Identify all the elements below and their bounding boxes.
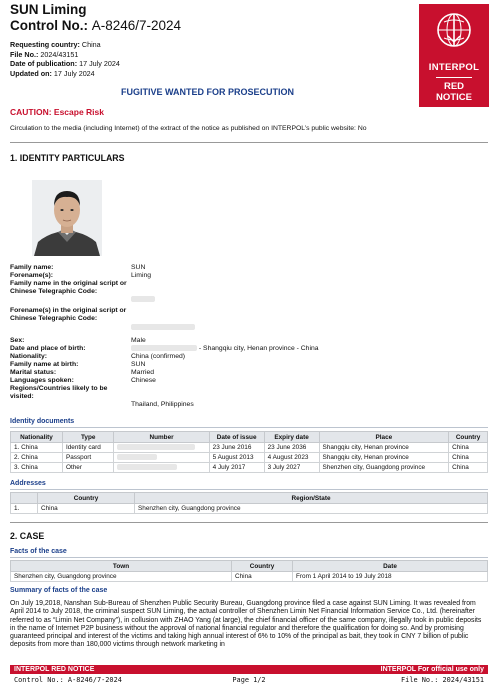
column-header: Nationality [11,432,63,443]
column-header: Place [319,432,449,443]
control-number: Control No.: A-8246/7-2024 [10,18,182,33]
redacted-text [117,454,157,460]
table-row: 1. China Shenzhen city, Guangdong province [11,504,488,514]
case-section-title: 2. CASE [10,531,45,541]
footer-page-number: Page 1/2 [232,676,266,684]
redacted-document-number [114,453,209,463]
addresses-title: Addresses [10,480,46,487]
value-sex: Male [131,337,146,344]
interpol-globe-emblem-icon [436,12,472,48]
subsection-divider [10,489,488,490]
identity-documents-table [10,431,488,473]
footer-red-bar [10,665,488,674]
value-family-name: SUN [131,264,146,271]
caution-text: CAUTION: Escape Risk [10,107,104,117]
table-row: 2. China Passport 5 August 2013 4 August 2023 Shangqiu city, Henan province China [11,453,488,463]
portrait-image [32,180,102,256]
column-header: Country [232,561,293,572]
logo-org-name: INTERPOL [428,62,480,73]
table-header-row [11,561,488,572]
label-family-name: Family name: [10,264,54,271]
addresses-table [10,492,488,514]
table-header-row [11,432,488,443]
meta-requesting-country: Requesting country: China [10,40,101,49]
value-languages: Chinese [131,377,156,384]
footer-notice-label: INTERPOL RED NOTICE [14,666,95,673]
label-forenames-original-script: Forename(s) in the original script or Chinese Telegraphic Code: [10,307,127,322]
meta-updated-on: Updated on: 17 July 2024 [10,68,95,78]
logo-notice-type: RED NOTICE [436,81,472,103]
summary-of-facts-title: Summary of facts of the case [10,587,108,594]
column-header: Country [449,432,488,443]
value-family-name-at-birth: SUN [131,361,146,368]
table-row: 3. China Other 4 July 2017 3 July 2027 Shenzhen city, Guangdong province China [11,463,488,473]
facts-of-case-title: Facts of the case [10,548,67,555]
label-languages: Languages spoken: [10,377,74,384]
table-header-row [11,493,488,504]
value-forenames-original-script [131,324,195,332]
identity-documents-title: Identity documents [10,418,75,425]
footer-official-use: INTERPOL For official use only [380,666,484,673]
label-family-name-original-script: Family name in the original script or Chinese Telegraphic Code: [10,280,127,295]
label-family-name-at-birth: Family name at birth: [10,361,79,368]
label-nationality: Nationality: [10,353,48,360]
facts-table [10,560,488,582]
redacted-text [131,324,195,330]
document-title [10,2,181,34]
label-marital-status: Marital status: [10,369,57,376]
identity-section-title: 1. IDENTITY PARTICULARS [10,153,125,163]
subsection-divider [10,427,488,428]
value-marital-status: Married [131,369,155,376]
notice-purpose-banner: FUGITIVE WANTED FOR PROSECUTION [120,87,294,97]
column-header [11,493,38,504]
section-divider [10,142,488,143]
column-header: Expiry date [264,432,319,443]
column-header: Region/State [135,493,488,504]
column-header: Type [62,432,113,443]
value-forenames: Liming [131,272,152,279]
redacted-document-number [114,463,209,473]
notice-metadata [10,40,120,78]
summary-of-facts-text: On July 19,2018, Nanshan Sub-Bureau of Shenzhen Public Security Bureau, Guangdong province filed a case against SUN Liming. It was revealed from April 2014 to July 2018, the criminal suspect SUN Liming, the actual controller of Shenzhen Limin Net Financial Information Service Co., Ltd. (hereinafter referred to as “Limin Net Company”), in collusion with ZHAO Yang (at large), the chief financial officer of the same company, illegally took in public deposits in the name of Internet P2P business without the approval of national financial regulator and therefore the qualification for doing so. And by promising guaranteed principal and interest of the victims and taking high annual interest of 6% to 10% of the principal as bait, they took in CNY 7 billion of public deposits from more than 180,000 victims through network marketing in [10,600,482,649]
column-header: Date of issue [209,432,264,443]
subsection-divider [10,557,488,558]
value-family-name-original-script [131,296,155,304]
value-birth: - Shangqiu city, Henan province - China [131,345,319,353]
meta-file-no: File No.: 2024/43151 [10,49,79,59]
label-birth: Date and place of birth: [10,345,86,352]
redacted-text [131,345,197,351]
person-name: SUN Liming [10,2,87,17]
column-header: Town [11,561,232,572]
table-row: 1. China Identity card 23 June 2016 23 June 2036 Shangqiu city, Henan province China [11,443,488,453]
redacted-text [117,444,195,450]
redacted-text [131,296,155,302]
subject-photo [32,180,102,256]
logo-divider [436,77,472,78]
footer-file-number: File No.: 2024/43151 [401,676,484,684]
label-forenames: Forename(s): [10,272,54,279]
label-sex: Sex: [10,337,25,344]
value-regions-likely-visited: Thailand, Philippines [131,401,194,408]
column-header: Date [293,561,488,572]
interpol-red-notice-logo [419,4,489,107]
value-nationality: China (confirmed) [131,353,186,360]
table-row: Shenzhen city, Guangdong province China From 1 April 2014 to 19 July 2018 [11,572,488,582]
redacted-document-number [114,443,209,453]
meta-publication-date: Date of publication: 17 July 2024 [10,59,120,69]
redacted-text [117,464,177,470]
circulation-statement: Circulation to the media (including Internet) of the extract of the notice as published on INTERPOL’s public website: No [10,125,367,132]
section-divider [10,522,488,523]
column-header: Number [114,432,209,443]
label-regions-likely-visited: Regions/Countries likely to be visited: [10,385,108,400]
column-header: Country [38,493,135,504]
footer-control-number: Control No.: A-8246/7-2024 [14,676,122,684]
